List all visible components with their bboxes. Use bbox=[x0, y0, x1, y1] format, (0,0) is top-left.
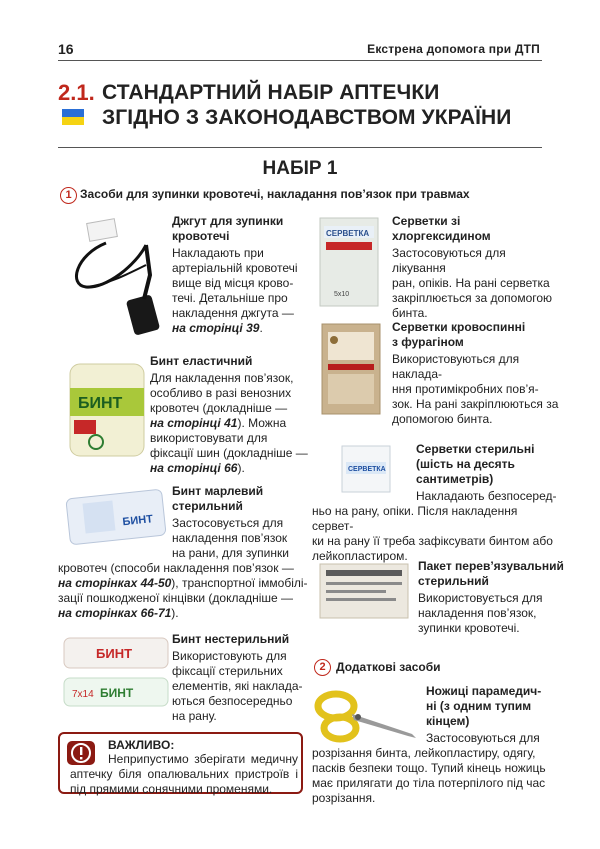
sterile-wipes-title bbox=[416, 442, 562, 487]
chlorhexidine-title: Серветки зі хлоргексидином bbox=[392, 214, 491, 243]
scissors-line: розрізання бинта, лейкопластиру, одягу, bbox=[312, 746, 536, 760]
dressing-pack-title bbox=[418, 559, 568, 589]
chlorhexidine-line: ран, опіків. На рані серветка bbox=[392, 276, 550, 290]
title-line: (шість на десять bbox=[416, 457, 515, 471]
bandage-size-label: 7х14 bbox=[72, 689, 94, 700]
item-dressing-pack bbox=[418, 559, 568, 636]
elastic-line: особливо в разі венозних bbox=[150, 386, 292, 400]
sterile-gauze-text-top bbox=[172, 516, 308, 561]
wipe-size-label: 5х10 bbox=[334, 291, 350, 298]
item-tourniquet bbox=[172, 214, 312, 336]
punct: ). bbox=[171, 606, 179, 620]
dressing-pack-text bbox=[418, 591, 568, 636]
gauze-line: на рани, для зупинки bbox=[172, 546, 289, 560]
nonsterile-line: фіксації стерильних bbox=[172, 664, 283, 678]
tourniquet-line: Накладають при bbox=[172, 246, 264, 260]
sterile-gauze-head bbox=[58, 484, 308, 561]
item-elastic-bandage bbox=[150, 354, 310, 476]
elastic-bandage-image bbox=[66, 358, 148, 462]
tourniquet-title: Джгут для зупинки кровотечі bbox=[172, 214, 284, 243]
elastic-title: Бинт еластичний bbox=[150, 354, 253, 368]
subsection-1-title: Засоби для зупинки кровотечі, накладання пов’язок при травмах bbox=[80, 187, 470, 201]
tourniquet-image bbox=[66, 215, 170, 343]
gauze-line: Застосовується для bbox=[172, 516, 284, 530]
bandage-label: БИНТ bbox=[78, 395, 123, 412]
scissors-line: розрізання. bbox=[312, 791, 376, 805]
subsection-1-number: 1 bbox=[60, 187, 77, 204]
set-title: НАБІР 1 bbox=[262, 158, 338, 179]
page-ref: на сторінках 44-50 bbox=[58, 576, 172, 590]
furagin-text bbox=[392, 352, 564, 427]
title-line: Пакет перев’язувальний bbox=[418, 559, 564, 573]
section-divider bbox=[58, 147, 542, 148]
section-title bbox=[102, 80, 512, 130]
warning-title: ВАЖЛИВО: bbox=[108, 738, 175, 752]
wipe-brand-label: СЕРВЕТКА bbox=[348, 466, 386, 473]
sterile-wipes-head bbox=[312, 442, 562, 504]
bandage-label: БИНТ bbox=[96, 646, 133, 661]
scissors-line: пасків безпеки тощо. Тупий кінець ножиць bbox=[312, 761, 546, 775]
item-chlorhexidine bbox=[392, 214, 562, 321]
title-line: Серветки кровоспинні bbox=[392, 320, 526, 334]
nonsterile-line: ються безпосередньо bbox=[172, 694, 293, 708]
item-nonsterile-bandage bbox=[172, 632, 312, 724]
section-number: 2.1. bbox=[58, 80, 95, 105]
tourniquet-line: артеріальній кровотечі bbox=[172, 261, 298, 275]
elastic-text bbox=[150, 371, 310, 476]
sterile-wipes-line: ньо на рану, опіки. Після накладення сервет- bbox=[312, 504, 518, 533]
tourniquet-line: течі. Детальніше про bbox=[172, 291, 288, 305]
elastic-line: Для накладення пов’язок, bbox=[150, 371, 294, 385]
chlorhexidine-line: закріплюється за допомогою bbox=[392, 291, 553, 305]
dressing-line: зупинки кровотечі. bbox=[418, 621, 520, 635]
furagin-line: ння протимікробних пов’я- bbox=[392, 382, 539, 396]
page-ref: на сторінці 39 bbox=[172, 321, 260, 335]
title-line: стерильний bbox=[172, 499, 243, 513]
subsection-2-title: Додаткові засоби bbox=[336, 660, 441, 674]
running-title: Екстрена допомога при ДТП bbox=[367, 42, 540, 56]
nonsterile-line: Використовують для bbox=[172, 649, 287, 663]
scissors-line: має прилягати до тіла потерпілого під час bbox=[312, 776, 546, 790]
page-number: 16 bbox=[58, 41, 74, 57]
tourniquet-text bbox=[172, 246, 312, 336]
scissors-text bbox=[312, 746, 562, 806]
gauze-line: кровотеч (способи накладення пов’язок — bbox=[58, 561, 294, 575]
elastic-line: фіксації шин (докладніше — bbox=[150, 446, 308, 460]
warning-text: Неприпустимо зберігати медичну аптечку біля опалювальних пристроїв і під прямими сонячними променями. bbox=[70, 752, 298, 796]
chlorhexidine-line: бинта. bbox=[392, 306, 428, 320]
elastic-line: кровотеч (докладніше — bbox=[150, 401, 288, 415]
title-line: Ножиці парамедич- bbox=[426, 684, 542, 698]
chlorhexidine-wipe-image bbox=[318, 216, 380, 308]
title-line: з фурагіном bbox=[392, 335, 464, 349]
title-line: стерильний bbox=[418, 574, 489, 588]
gauze-line: накладення пов’язок bbox=[172, 531, 288, 545]
title-line: Бинт марлевий bbox=[172, 484, 264, 498]
title-line: Серветки стерильні bbox=[416, 442, 535, 456]
bandage-label: БИНТ bbox=[100, 686, 134, 700]
sterile-wipes-text bbox=[312, 504, 562, 564]
sterile-gauze-title bbox=[172, 484, 308, 514]
dressing-line: Використовується для bbox=[418, 591, 543, 605]
page-ref: на сторінці 66 bbox=[150, 461, 238, 475]
title-line: ні (з одним тупим bbox=[426, 699, 532, 713]
punct: ). bbox=[237, 461, 245, 475]
item-furagin bbox=[392, 320, 564, 427]
nonsterile-title: Бинт нестерильний bbox=[172, 632, 290, 646]
scissors-line: Застосовуються для bbox=[426, 731, 540, 745]
sterile-wipes-line: ки на рану її треба зафіксувати бинтом або bbox=[312, 534, 553, 548]
furagin-line: зок. На рані закріплюються за bbox=[392, 397, 559, 411]
nonsterile-text bbox=[172, 649, 312, 724]
elastic-line: ). Можна bbox=[237, 416, 287, 430]
title-line: кінцем) bbox=[426, 714, 470, 728]
sterile-gauze-text-bottom bbox=[58, 561, 308, 621]
section-title-line2: ЗГІДНО З ЗАКОНОДАВСТВОМ УКРАЇНИ bbox=[102, 106, 512, 129]
sterile-wipes-line: Накладають безпосеред- bbox=[416, 489, 557, 503]
header-divider bbox=[58, 60, 542, 61]
chlorhexidine-line: Застосовуються для лікування bbox=[392, 246, 506, 275]
gauze-line: ), транспортної іммобілі- bbox=[171, 576, 308, 590]
furagin-title bbox=[392, 320, 564, 350]
wipe-brand-label: СЕРВЕТКА bbox=[326, 229, 370, 238]
bandage-label: БИНТ bbox=[121, 513, 154, 529]
furagin-line: Використовуються для наклада- bbox=[392, 352, 520, 381]
furagin-line: допомогою бинта. bbox=[392, 412, 493, 426]
gauze-line: зації пошкодженої кінцівки (докладніше — bbox=[58, 591, 294, 605]
ukraine-flag-icon bbox=[62, 109, 84, 125]
tourniquet-line: накладення джгута — bbox=[172, 306, 294, 320]
tourniquet-line: вище від місця крово- bbox=[172, 276, 294, 290]
scissors-title bbox=[426, 684, 562, 729]
section-title-line1: СТАНДАРТНИЙ НАБІР АПТЕЧКИ bbox=[102, 81, 440, 104]
sterile-wipes-line: лейкопластиром. bbox=[312, 549, 408, 563]
page-ref: на сторінках 66-71 bbox=[58, 606, 172, 620]
page-ref: на сторінці 41 bbox=[150, 416, 238, 430]
item-scissors bbox=[312, 684, 562, 806]
dressing-pack-image bbox=[318, 560, 410, 622]
dressing-line: накладення пов’язок, bbox=[418, 606, 537, 620]
punct: . bbox=[259, 321, 263, 335]
nonsterile-line: елементів, які наклада- bbox=[172, 679, 303, 693]
nonsterile-line: на рану. bbox=[172, 709, 217, 723]
subsection-2-number: 2 bbox=[314, 659, 331, 676]
scissors-head bbox=[312, 684, 562, 746]
title-line: сантиметрів) bbox=[416, 472, 494, 486]
chlorhexidine-text bbox=[392, 246, 562, 321]
item-sterile-wipes bbox=[312, 442, 562, 564]
item-sterile-gauze bbox=[58, 484, 308, 621]
furagin-wipe-image bbox=[320, 322, 382, 416]
nonsterile-bandage-image bbox=[60, 634, 172, 710]
elastic-line: використовувати для bbox=[150, 431, 268, 445]
